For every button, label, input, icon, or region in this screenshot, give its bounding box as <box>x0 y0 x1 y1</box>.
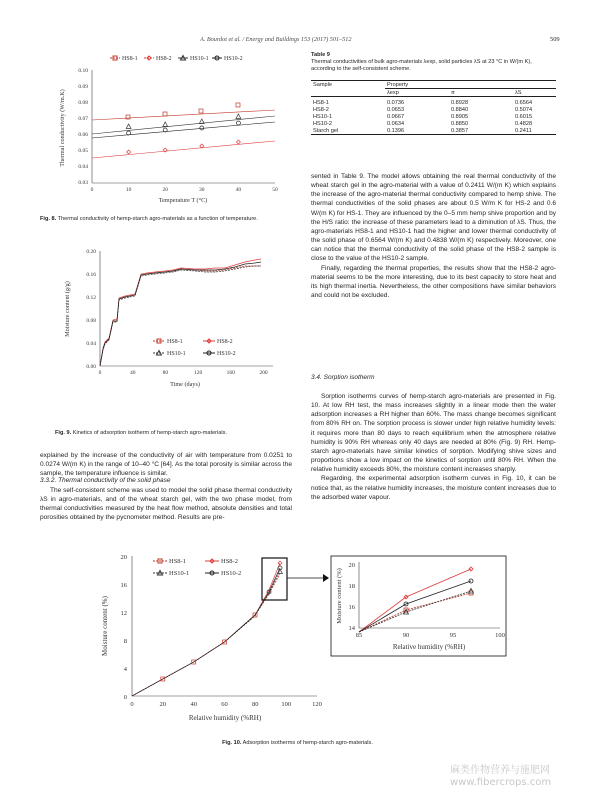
fig10-xtick: 0 <box>130 701 134 708</box>
fig10-inset-xlabel: Relative humidity (%RH) <box>392 643 466 651</box>
fig8-ytick: 0.05 <box>78 148 88 154</box>
fig9-xtick: 120 <box>193 370 203 376</box>
left-column-text <box>40 451 292 478</box>
fig9-ytick: 0.00 <box>86 364 96 370</box>
fig10-inset-xtick: 85 <box>355 632 363 639</box>
fig10-xlabel: Relative humidity (%RH) <box>188 714 262 722</box>
fig9-xtick: 160 <box>226 370 235 376</box>
table9-col-property: Property <box>385 81 556 89</box>
table9-col-sample: Sample <box>313 81 332 88</box>
figure-9-chart <box>55 243 280 403</box>
table-row: Starch gel 0.1396 0.3857 0.2411 <box>313 127 532 134</box>
fig8-xtick: 20 <box>162 187 168 193</box>
fig9-xtick: 80 <box>162 370 169 376</box>
fig9-ytick: 0.16 <box>86 272 96 278</box>
fig9-ytick: 0.12 <box>86 295 96 301</box>
fig8-ytick: 0.03 <box>78 180 88 186</box>
fig9-legend-hs102: HS10-2 <box>217 351 236 357</box>
table9-title: Table 9 <box>311 52 330 58</box>
fig8-ylabel: Thermal conductivity (W/m.K) <box>59 89 66 167</box>
fig10-xtick: 20 <box>159 701 167 708</box>
fig8-ytick: 0.07 <box>78 116 88 122</box>
fig9-ytick: 0.20 <box>86 249 96 255</box>
fig10-inset-xtick: 95 <box>449 632 457 639</box>
fig10-inset-ytick: 16 <box>348 604 355 611</box>
figure-10-caption <box>0 740 595 747</box>
fig10-legend-hs82: HS8-2 <box>221 558 238 565</box>
table-row: HS10-2 0.0634 0.8850 0.4828 <box>313 120 533 127</box>
fig10-caption-text: Adsorption isotherms of hemp-starch agro-materials. <box>242 740 373 746</box>
table9-sub-header: π <box>451 89 455 96</box>
fig10-xtick: 60 <box>221 701 228 708</box>
table9-sub-header: λexp <box>387 89 399 96</box>
fig10-inset-ytick: 18 <box>348 583 355 590</box>
figure-8-caption <box>40 216 292 223</box>
fig10-ylabel: Moisture content (%) <box>101 596 109 656</box>
figure-10-chart <box>95 548 515 738</box>
left-column-text-2 <box>40 486 292 523</box>
fig8-ytick: 0.09 <box>78 84 88 90</box>
fig8-legend-hs82: HS8-2 <box>156 56 172 62</box>
fig9-caption-text: Kinetics of adsorption isotherm of hemp-starch agro-materials. <box>72 430 227 436</box>
watermark: 麻类作物营养与施肥网 www.fibercrops.com <box>450 765 552 788</box>
table-9 <box>311 80 556 135</box>
right-column-text-2 <box>311 392 556 502</box>
figure-9-caption <box>55 430 295 437</box>
fig9-legend-hs81: HS8-1 <box>167 339 183 345</box>
fig10-xtick: 80 <box>252 701 259 708</box>
figure-8-chart <box>40 50 290 210</box>
fig9-ytick: 0.04 <box>86 341 96 347</box>
fig8-legend-hs81: HS8-1 <box>122 56 138 62</box>
fig10-inset-ylabel: Moisture content (%) <box>336 568 343 624</box>
fig8-legend-hs101: HS10-1 <box>190 56 209 62</box>
right-paragraph-3: Sorption isotherms curves of hemp-starch agro-materials are presented in Fig. 10. At low RH test, the mass increases slightly in a linear mode then the water adsorption increases a RH higher than 60%. The mass change becomes significant from 80% RH on. The sorption process is slower under high relative humidity levels: it requires more than 80 days to reach equilibrium when the atmosphere relative humidity is 90% RH whereas only 40 days are needed at 80% (Fig. 9) RH. Hemp-starch agro-materials have similar kinetics of sorption. Modifying shive sizes and proportions show a low impact on the kinetics of sorption until 80% RH. When the relative humidity exceeds 80%, the moisture content increases sharply. <box>311 393 556 474</box>
fig9-xtick: 0 <box>98 370 102 376</box>
fig8-xtick: 30 <box>199 187 205 193</box>
fig9-ylabel: Moisture content (g/g) <box>64 281 71 337</box>
fig8-xtick: 10 <box>125 187 132 193</box>
fig10-legend <box>153 558 241 577</box>
fig9-xtick: 200 <box>259 370 268 376</box>
fig10-ytick: 20 <box>120 554 127 561</box>
fig9-legend-hs82: HS8-2 <box>217 339 233 345</box>
fig9-xtick: 40 <box>129 370 136 376</box>
fig8-legend-hs102: HS10-2 <box>224 56 243 62</box>
running-title: A. Bourdot et al. / Energy and Buildings 153 (2017) 501–512 <box>200 36 352 43</box>
fig8-caption-label: Fig. 8. <box>40 216 57 222</box>
fig10-inset-xtick: 100 <box>495 632 505 639</box>
fig8-legend <box>110 56 243 63</box>
fig10-legend-hs102: HS10-2 <box>221 570 242 577</box>
left-paragraph-2: The self-consistent scheme was used to model the solid phase thermal conductivity λS in agro-materials, and of the wheat starch gel, with the two phase model, from thermal conductivities measured by the heat flow method, absolute densities and total porosities obtained by the pycnometer method. Results are pre- <box>40 487 292 522</box>
fig10-ytick: 0 <box>123 694 127 701</box>
table9-caption-text: Thermal conductivities of bulk agro-materials λexp, solid particles λS at 23 °C in W/(m K), according to the self-consistent scheme. <box>311 59 532 73</box>
fig8-xlabel: Temperature T (°C) <box>158 197 208 204</box>
right-paragraph-4: Regarding, the experimental adsorption isotherm curves in Fig. 10, it can be notice that, as the relative humidity increases, the moisture content increases due to the adsorbed water vapour. <box>311 475 556 501</box>
section-3-4-heading: 3.4. Sorption isotherm <box>311 374 375 381</box>
right-paragraph-1: sented in Table 9. The model allows obtaining the real thermal conductivity of the wheat starch gel in the agro-material with a value of 0.2411 W/(m K) which explains the increase of the agro-material thermal conductivity compared to hemp shive. The thermal conductivities of the solid phases are about 0.5 W/m K for HS-2 and 0.6 W/(m K) for HS-1. They are influenced by the 0–5 mm hemp shive proportion and by the H/S ratio: the increase of these parameters lead to a diminution of λS. Thus, the agro-materials HS8-1 and HS10-1 had the higher and lower thermal conductivity of the solid phase of 0.6564 W/(m K) and 0.4838 W/(m K) respectively. Moreover, one can notice that the thermal conductivity of the solid phase of the HS8-2 sample is close to the value of the HS10-2 sample. <box>311 173 556 263</box>
fig10-ytick: 8 <box>123 638 127 645</box>
fig10-xtick: 100 <box>281 701 292 708</box>
page-number: 509 <box>550 36 560 43</box>
fig10-legend-hs101: HS10-1 <box>169 570 190 577</box>
fig8-ytick: 0.10 <box>78 68 88 74</box>
table-row: HS8-2 0.0653 0.8840 0.5074 <box>313 106 533 113</box>
fig10-xtick: 40 <box>190 701 197 708</box>
table-row: HS10-1 0.0667 0.8905 0.6015 <box>313 113 533 120</box>
right-column-text <box>311 172 556 300</box>
left-paragraph-1: explained by the increase of the conductivity of air with temperature from 0.0251 to 0.0274 W/(m K) in the range of 10–40 °C [64]. As the total porosity is similar across the sample, the temperature influence is similar. <box>40 452 292 478</box>
fig10-ytick: 12 <box>120 610 127 617</box>
fig10-inset-ytick: 14 <box>348 625 355 632</box>
fig8-ytick: 0.04 <box>78 164 88 170</box>
fig9-xlabel: Time (days) <box>170 381 200 388</box>
table-row: HS8-1 0.0736 0.8928 0.6564 <box>313 99 533 106</box>
fig10-inset-xtick: 90 <box>402 632 410 639</box>
fig10-inset-ytick: 20 <box>348 562 355 569</box>
fig9-legend-hs101: HS10-1 <box>167 351 186 357</box>
fig8-ytick: 0.08 <box>78 100 88 106</box>
fig9-ytick: 0.08 <box>86 318 96 324</box>
fig9-caption-label: Fig. 9. <box>55 430 72 436</box>
fig10-ytick: 16 <box>120 582 127 589</box>
table9-sub-header: λS <box>515 89 522 96</box>
fig8-xtick: 0 <box>90 187 94 193</box>
section-3-3-2-heading: 3.3.2. Thermal conductivity of the solid phase <box>40 477 171 484</box>
table-9-caption <box>311 52 556 74</box>
fig10-legend-hs81: HS8-1 <box>169 558 186 565</box>
fig9-legend <box>153 339 236 357</box>
fig8-xtick: 50 <box>272 187 278 193</box>
fig10-caption-label: Fig. 10. <box>222 740 242 746</box>
fig8-xtick: 40 <box>235 187 242 193</box>
fig8-ytick: 0.06 <box>78 132 88 138</box>
fig10-ytick: 4 <box>123 666 127 673</box>
right-paragraph-2: Finally, regarding the thermal properties, the results show that the HS8-2 agro-material seems to be the more interesting, due to its best capacity to store heat and its high thermal inertia. Nevertheless, the other compositions have similar behaviors and could not be excluded. <box>311 264 556 300</box>
fig8-caption-text: Thermal conductivity of hemp-starch agro-materials as a function of temperature. <box>57 216 258 222</box>
fig10-xtick: 120 <box>312 701 322 708</box>
